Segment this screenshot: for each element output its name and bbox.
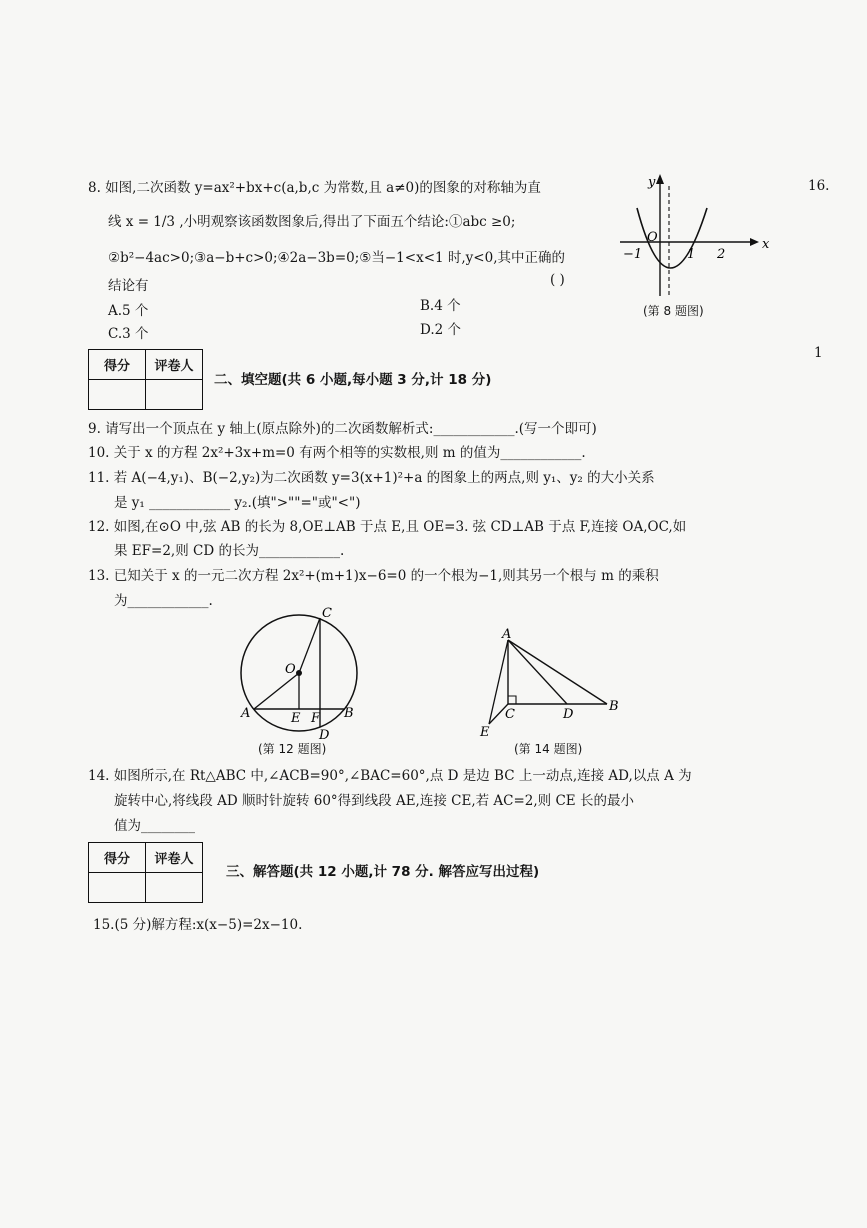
fig12-caption: (第 12 题图) [258, 742, 327, 756]
x-label: x [762, 237, 770, 252]
q8-answer-paren: ( ) [550, 272, 565, 288]
score-cell [89, 380, 146, 410]
tick-1: 1 [687, 247, 696, 262]
tick-2: 2 [717, 247, 726, 262]
section3-title: 三、解答题(共 12 小题,计 78 分. 解答应写出过程) [226, 864, 540, 880]
q12-line2: 果 EF=2,则 CD 的长为____________. [114, 543, 345, 559]
score-table-section2 [88, 349, 203, 410]
q14-line2: 旋转中心,将线段 AD 顺时针旋转 60°得到线段 AE,连接 CE,若 AC=2,则 CE 长的最小 [114, 793, 634, 809]
q12-line1: 12. 如图,在⊙O 中,弦 AB 的长为 8,OE⊥AB 于点 E,且 OE=3. 弦 CD⊥AB 于点 F,连接 OA,OC,如 [88, 519, 687, 535]
q8-option-d: D.2 个 [420, 322, 462, 338]
label-e: E [480, 725, 490, 740]
q8-option-c: C.3 个 [108, 326, 149, 342]
q8-line2: 线 x = 1/3 ,小明观察该函数图象后,得出了下面五个结论:①abc ≥0; [108, 214, 516, 230]
label-e: E [291, 711, 301, 726]
q10: 10. 关于 x 的方程 2x²+3x+m=0 有两个相等的实数根,则 m 的值为____________. [88, 445, 586, 461]
grader-cell [146, 380, 203, 410]
q13-line2: 为____________. [114, 593, 213, 609]
label-a: A [241, 706, 251, 721]
grader-header: 评卷人 [146, 843, 203, 873]
score-table-section3 [88, 842, 203, 903]
label-c: C [322, 606, 332, 621]
x-axis-arrow [750, 238, 759, 246]
label-c: C [505, 707, 515, 722]
grader-header: 评卷人 [146, 350, 203, 380]
fig14-caption: (第 14 题图) [514, 742, 583, 756]
q8-line4: 结论有 [108, 278, 149, 294]
segment-oc [299, 618, 320, 673]
fig14-triangle-diagram [475, 624, 625, 744]
q8-line1: 8. 如图,二次函数 y=ax²+bx+c(a,b,c 为常数,且 a≠0)的图象的对称轴为直 [88, 180, 541, 196]
q13-line1: 13. 已知关于 x 的一元二次方程 2x²+(m+1)x−6=0 的一个根为−1,则其另一个根与 m 的乘积 [88, 568, 659, 584]
y-label: y [648, 175, 656, 190]
label-o: O [285, 662, 296, 677]
score-header: 得分 [89, 350, 146, 380]
tick-neg1: −1 [623, 247, 643, 262]
q11-line1: 11. 若 A(−4,y₁)、B(−2,y₂)为二次函数 y=3(x+1)²+a 的图象上的两点,则 y₁、y₂ 的大小关系 [88, 470, 655, 486]
q8-parabola-graph [615, 168, 770, 298]
q15: 15.(5 分)解方程:x(x−5)=2x−10. [93, 917, 303, 933]
margin-1: 1 [814, 345, 823, 361]
section2-title: 二、填空题(共 6 小题,每小题 3 分,计 18 分) [214, 372, 492, 388]
center-point [296, 670, 302, 676]
right-angle-mark [508, 696, 516, 704]
q8-caption: (第 8 题图) [643, 304, 704, 318]
q11-line2: 是 y₁ ____________ y₂.(填">""="或"<") [114, 495, 361, 511]
label-b: B [609, 699, 619, 714]
q14-line1: 14. 如图所示,在 Rt△ABC 中,∠ACB=90°,∠BAC=60°,点 D 是边 BC 上一动点,连接 AD,以点 A 为 [88, 768, 692, 784]
y-axis-arrow [656, 174, 664, 184]
label-d: D [319, 728, 330, 743]
q8-line3: ②b²−4ac>0;③a−b+c>0;④2a−3b=0;⑤当−1<x<1 时,y<0,其中正确的 [108, 250, 566, 266]
margin-16: 16. [808, 178, 830, 194]
label-f: F [311, 711, 321, 726]
fig12-circle-diagram [225, 605, 375, 745]
label-a: A [502, 627, 512, 642]
q14-line3: 值为________ [114, 818, 195, 834]
segment-oa [254, 673, 299, 709]
label-d: D [563, 707, 574, 722]
grader-cell [146, 873, 203, 903]
q8-option-a: A.5 个 [108, 303, 149, 319]
label-b: B [344, 706, 354, 721]
q8-option-b: B.4 个 [420, 298, 461, 314]
q9: 9. 请写出一个顶点在 y 轴上(原点除外)的二次函数解析式:____________.(写一个即可) [88, 421, 597, 437]
score-header: 得分 [89, 843, 146, 873]
score-cell [89, 873, 146, 903]
origin-label: O [647, 230, 658, 245]
